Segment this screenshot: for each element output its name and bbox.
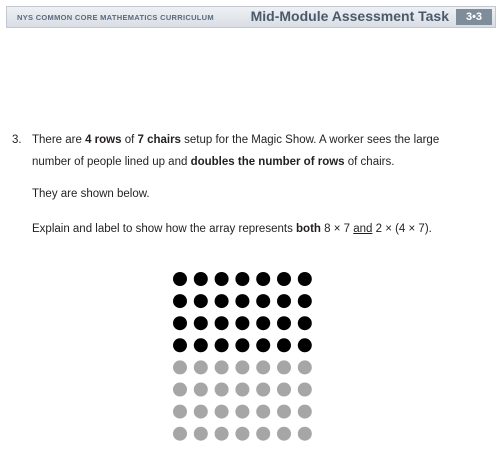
black-chair-dot <box>256 272 270 286</box>
bold-segment: doubles the number of rows <box>190 156 345 168</box>
black-chair-dot <box>194 272 208 286</box>
problem-line-1 <box>32 132 439 148</box>
module-badge: 3•3 <box>456 9 492 25</box>
problem-line-4 <box>32 221 432 237</box>
text-segment: of chairs. <box>344 156 395 168</box>
text-segment: number of people lined up and <box>32 156 191 168</box>
gray-chair-dot <box>235 405 249 419</box>
bold-segment: 4 rows <box>85 134 122 146</box>
black-chair-dot <box>194 316 208 330</box>
gray-chair-dot <box>194 360 208 374</box>
gray-chair-dot <box>277 360 291 374</box>
gray-chair-dot <box>256 383 270 397</box>
black-chair-dot <box>215 316 229 330</box>
underlined-segment: and <box>353 223 373 235</box>
black-chair-dot <box>173 316 187 330</box>
problem-number: 3. <box>12 134 22 146</box>
black-chair-dot <box>215 294 229 308</box>
curriculum-label: NYS COMMON CORE MATHEMATICS CURRICULUM <box>17 13 214 22</box>
gray-chair-dot <box>215 427 229 441</box>
text-segment: setup for the Magic Show. A worker sees the large <box>180 134 440 146</box>
chair-array <box>172 271 314 447</box>
black-chair-dot <box>277 294 291 308</box>
black-chair-dot <box>173 294 187 308</box>
text-segment: There are <box>32 134 86 146</box>
gray-chair-dot <box>215 383 229 397</box>
black-chair-dot <box>235 338 249 352</box>
task-title: Mid-Module Assessment Task <box>250 8 449 24</box>
gray-chair-dot <box>173 405 187 419</box>
gray-chair-dot <box>173 360 187 374</box>
gray-chair-dot <box>194 383 208 397</box>
gray-chair-dot <box>194 427 208 441</box>
gray-chair-dot <box>235 383 249 397</box>
gray-chair-dot <box>298 405 312 419</box>
black-chair-dot <box>277 316 291 330</box>
page-header <box>6 6 496 28</box>
black-chair-dot <box>235 316 249 330</box>
problem-line-2 <box>32 154 394 170</box>
text-segment: 8 × 7 <box>320 223 354 235</box>
black-chair-dot <box>277 272 291 286</box>
gray-chair-dot <box>277 427 291 441</box>
black-chair-dot <box>298 294 312 308</box>
gray-chair-dot <box>173 383 187 397</box>
gray-chair-dot <box>235 427 249 441</box>
gray-chair-dot <box>215 360 229 374</box>
problem-line-3: They are shown below. <box>32 188 150 200</box>
gray-chair-dot <box>298 383 312 397</box>
gray-chair-dot <box>194 405 208 419</box>
gray-chair-dot <box>235 360 249 374</box>
text-segment: Explain and label to show how the array represents <box>32 223 297 235</box>
gray-chair-dot <box>256 360 270 374</box>
gray-chair-dot <box>215 405 229 419</box>
black-chair-dot <box>194 338 208 352</box>
gray-chair-dot <box>298 427 312 441</box>
black-chair-dot <box>256 338 270 352</box>
black-chair-dot <box>298 338 312 352</box>
black-chair-dot <box>277 338 291 352</box>
text-segment: of <box>121 134 138 146</box>
black-chair-dot <box>215 338 229 352</box>
gray-chair-dot <box>277 405 291 419</box>
black-chair-dot <box>173 272 187 286</box>
black-chair-dot <box>298 316 312 330</box>
black-chair-dot <box>256 294 270 308</box>
black-chair-dot <box>194 294 208 308</box>
gray-chair-dot <box>277 383 291 397</box>
black-chair-dot <box>298 272 312 286</box>
gray-chair-dot <box>256 405 270 419</box>
gray-chair-dot <box>173 427 187 441</box>
black-chair-dot <box>235 272 249 286</box>
text-segment: 2 × (4 × 7). <box>372 223 432 235</box>
black-chair-dot <box>235 294 249 308</box>
bold-segment: both <box>296 223 321 235</box>
black-chair-dot <box>215 272 229 286</box>
gray-chair-dot <box>298 360 312 374</box>
black-chair-dot <box>256 316 270 330</box>
gray-chair-dot <box>256 427 270 441</box>
black-chair-dot <box>173 338 187 352</box>
bold-segment: 7 chairs <box>137 134 181 146</box>
